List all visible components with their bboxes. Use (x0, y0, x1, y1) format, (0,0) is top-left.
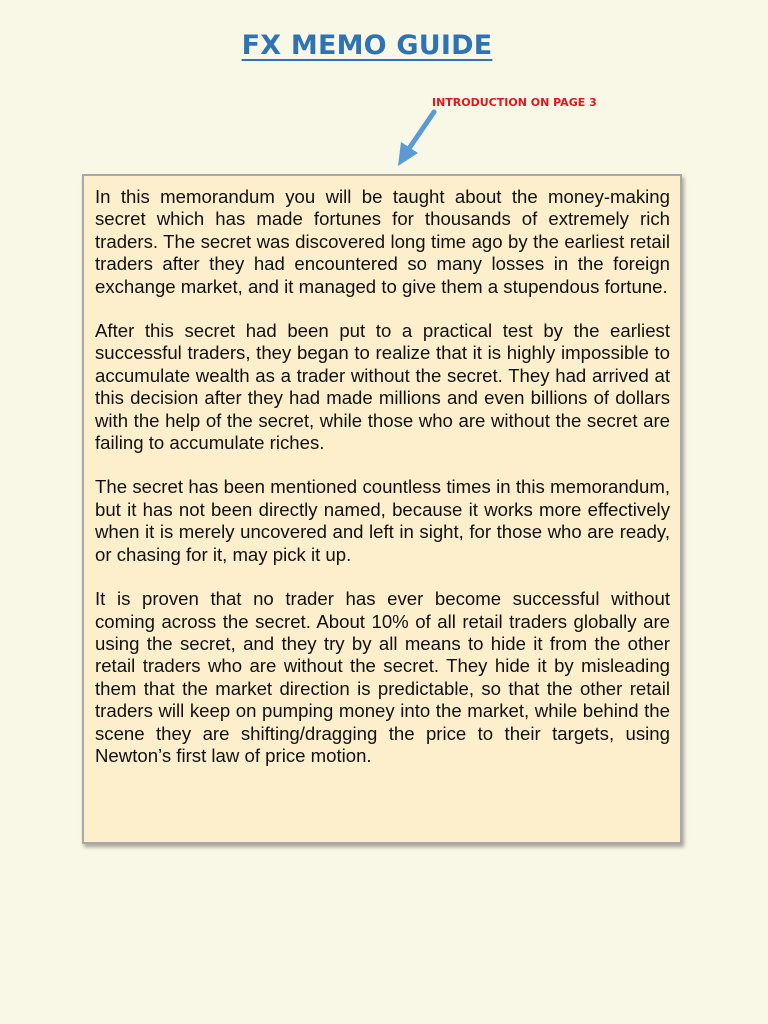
page-title: FX MEMO GUIDE (241, 30, 493, 61)
intro-page-note: INTRODUCTION ON PAGE 3 (432, 96, 597, 109)
memo-text-box (82, 174, 682, 844)
arrow-down-left-icon (392, 108, 442, 170)
memo-paragraph-4: It is proven that no trader has ever become successful without coming across the secret. About 10% of all retail traders globally are using the secret, and they try by all means to hide it from the other retail traders who are without the secret. They hide it by misleading them that the market direction is predictable, so that the other retail traders will keep on pumping money into the market, while behind the scene they are shifting/dragging the price to their targets, using Newton’s first law of price motion. (95, 588, 670, 766)
memo-paragraph-2: After this secret had been put to a practical test by the earliest successful traders, they began to realize that it is highly impossible to accumulate wealth as a trader without the secret. They had arrived at this decision after they had made millions and even billions of dollars with the help of the secret, while those who are without the secret are failing to accumulate riches. (95, 320, 670, 454)
memo-paragraph-1: In this memorandum you will be taught about the money-making secret which has made fortunes for thousands of extremely rich traders. The secret was discovered long time ago by the earliest retail traders after they had encountered so many losses in the foreign exchange market, and it managed to give them a stupendous fortune. (95, 186, 670, 297)
memo-paragraph-3: The secret has been mentioned countless times in this memorandum, but it has not been directly named, because it works more effectively when it is merely uncovered and left in sight, for those who are ready, or chasing for it, may pick it up. (95, 476, 670, 565)
